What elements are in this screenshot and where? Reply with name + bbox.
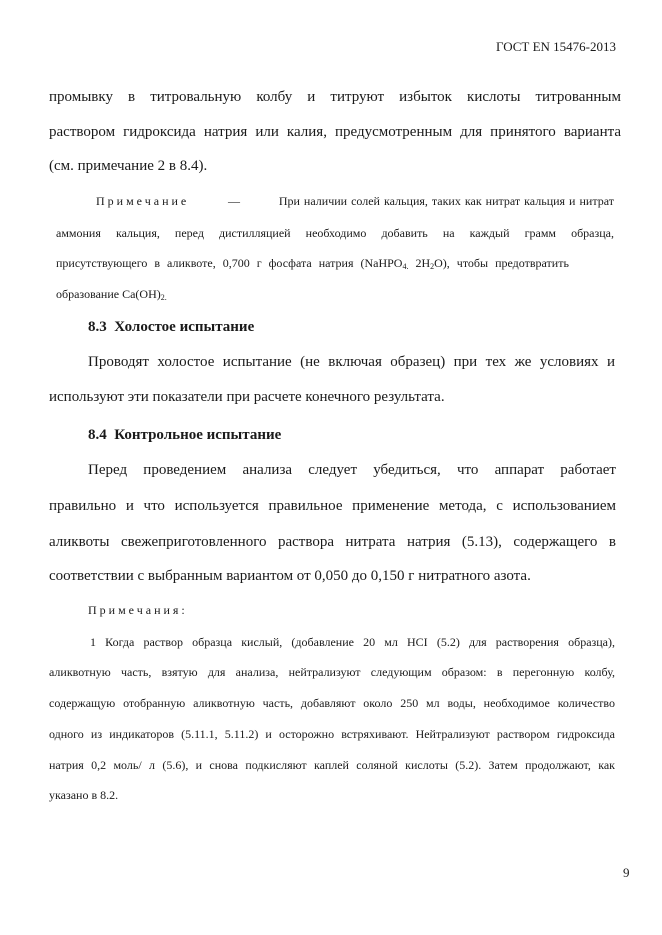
section-heading-8-3 <box>88 318 254 336</box>
section-number: 8.4 <box>88 427 107 443</box>
note-line: аликвотную часть, взятую для анализа, нейтрализуют следующим образом: в перегонную колбу, <box>49 665 615 679</box>
note-line: содержащую отобранную аликвотную часть, добавляют около 250 мл воды, необходимое количество <box>49 696 615 710</box>
note-text: При наличии солей кальция, таких как нитрат кальция и нитрат <box>278 194 614 208</box>
note-line <box>56 256 614 271</box>
section-title: Холостое испытание <box>114 319 255 335</box>
note-line <box>96 194 614 209</box>
paragraph-line: соответствии с выбранным вариантом от 0,050 до 0,150 г нитратного азота. <box>49 568 531 584</box>
standard-code: ГОСТ EN 15476-2013 <box>496 39 617 54</box>
paragraph-line: промывку в титровальную колбу и титруют избыток кислоты титрованным <box>49 89 621 105</box>
note-text: присутствующего в аликвоте, 0,700 г фосфата натрия (NaHPO$_{4.}$ $2H_2O$), чтобы предотвратить <box>56 256 569 271</box>
note-line: аммония кальция, перед дистилляцией необходимо добавить на каждый грамм образца, <box>56 226 614 240</box>
section-number: 8.3 <box>88 319 107 335</box>
section-title: Контрольное испытание <box>114 427 282 443</box>
note-dash: — <box>228 194 241 208</box>
note-line: одного из индикаторов (5.11.1, 5.11.2) и осторожно встряхивают. Нейтрализуют раствором гидроксида <box>49 727 615 741</box>
section-heading-8-4 <box>88 426 281 444</box>
paragraph-line: (см. примечание 2 в 8.4). <box>49 158 208 174</box>
notes-label: Примечания: <box>88 603 188 617</box>
note-line: указано в 8.2. <box>49 788 119 802</box>
paragraph-line: правильно и что используется правильное применение метода, с использованием <box>49 498 616 514</box>
paragraph-line: аликвоты свежеприготовленного раствора нитрата натрия (5.13), содержащего в <box>49 534 616 550</box>
paragraph-line: раствором гидроксида натрия или калия, предусмотренным для принятого варианта <box>49 124 621 140</box>
note-line: 1 Когда раствор образца кислый, (добавление 20 мл HCI (5.2) для растворения образца), <box>90 635 615 649</box>
paragraph-line: Перед проведением анализа следует убедиться, что аппарат работает <box>88 462 616 478</box>
paragraph-line: используют эти показатели при расчете конечного результата. <box>49 389 445 405</box>
paragraph-line: Проводят холостое испытание (не включая образец) при тех же условиях и <box>88 354 615 370</box>
note-line: образование $Ca(OH)_{2.}$ <box>56 287 167 302</box>
note-label: Примечание <box>96 194 190 208</box>
note-line: натрия 0,2 моль/ л (5.6), и снова подкисляют каплей соляной кислоты (5.2). Затем продолжают, как <box>49 758 615 772</box>
page-number: 9 <box>623 865 630 880</box>
